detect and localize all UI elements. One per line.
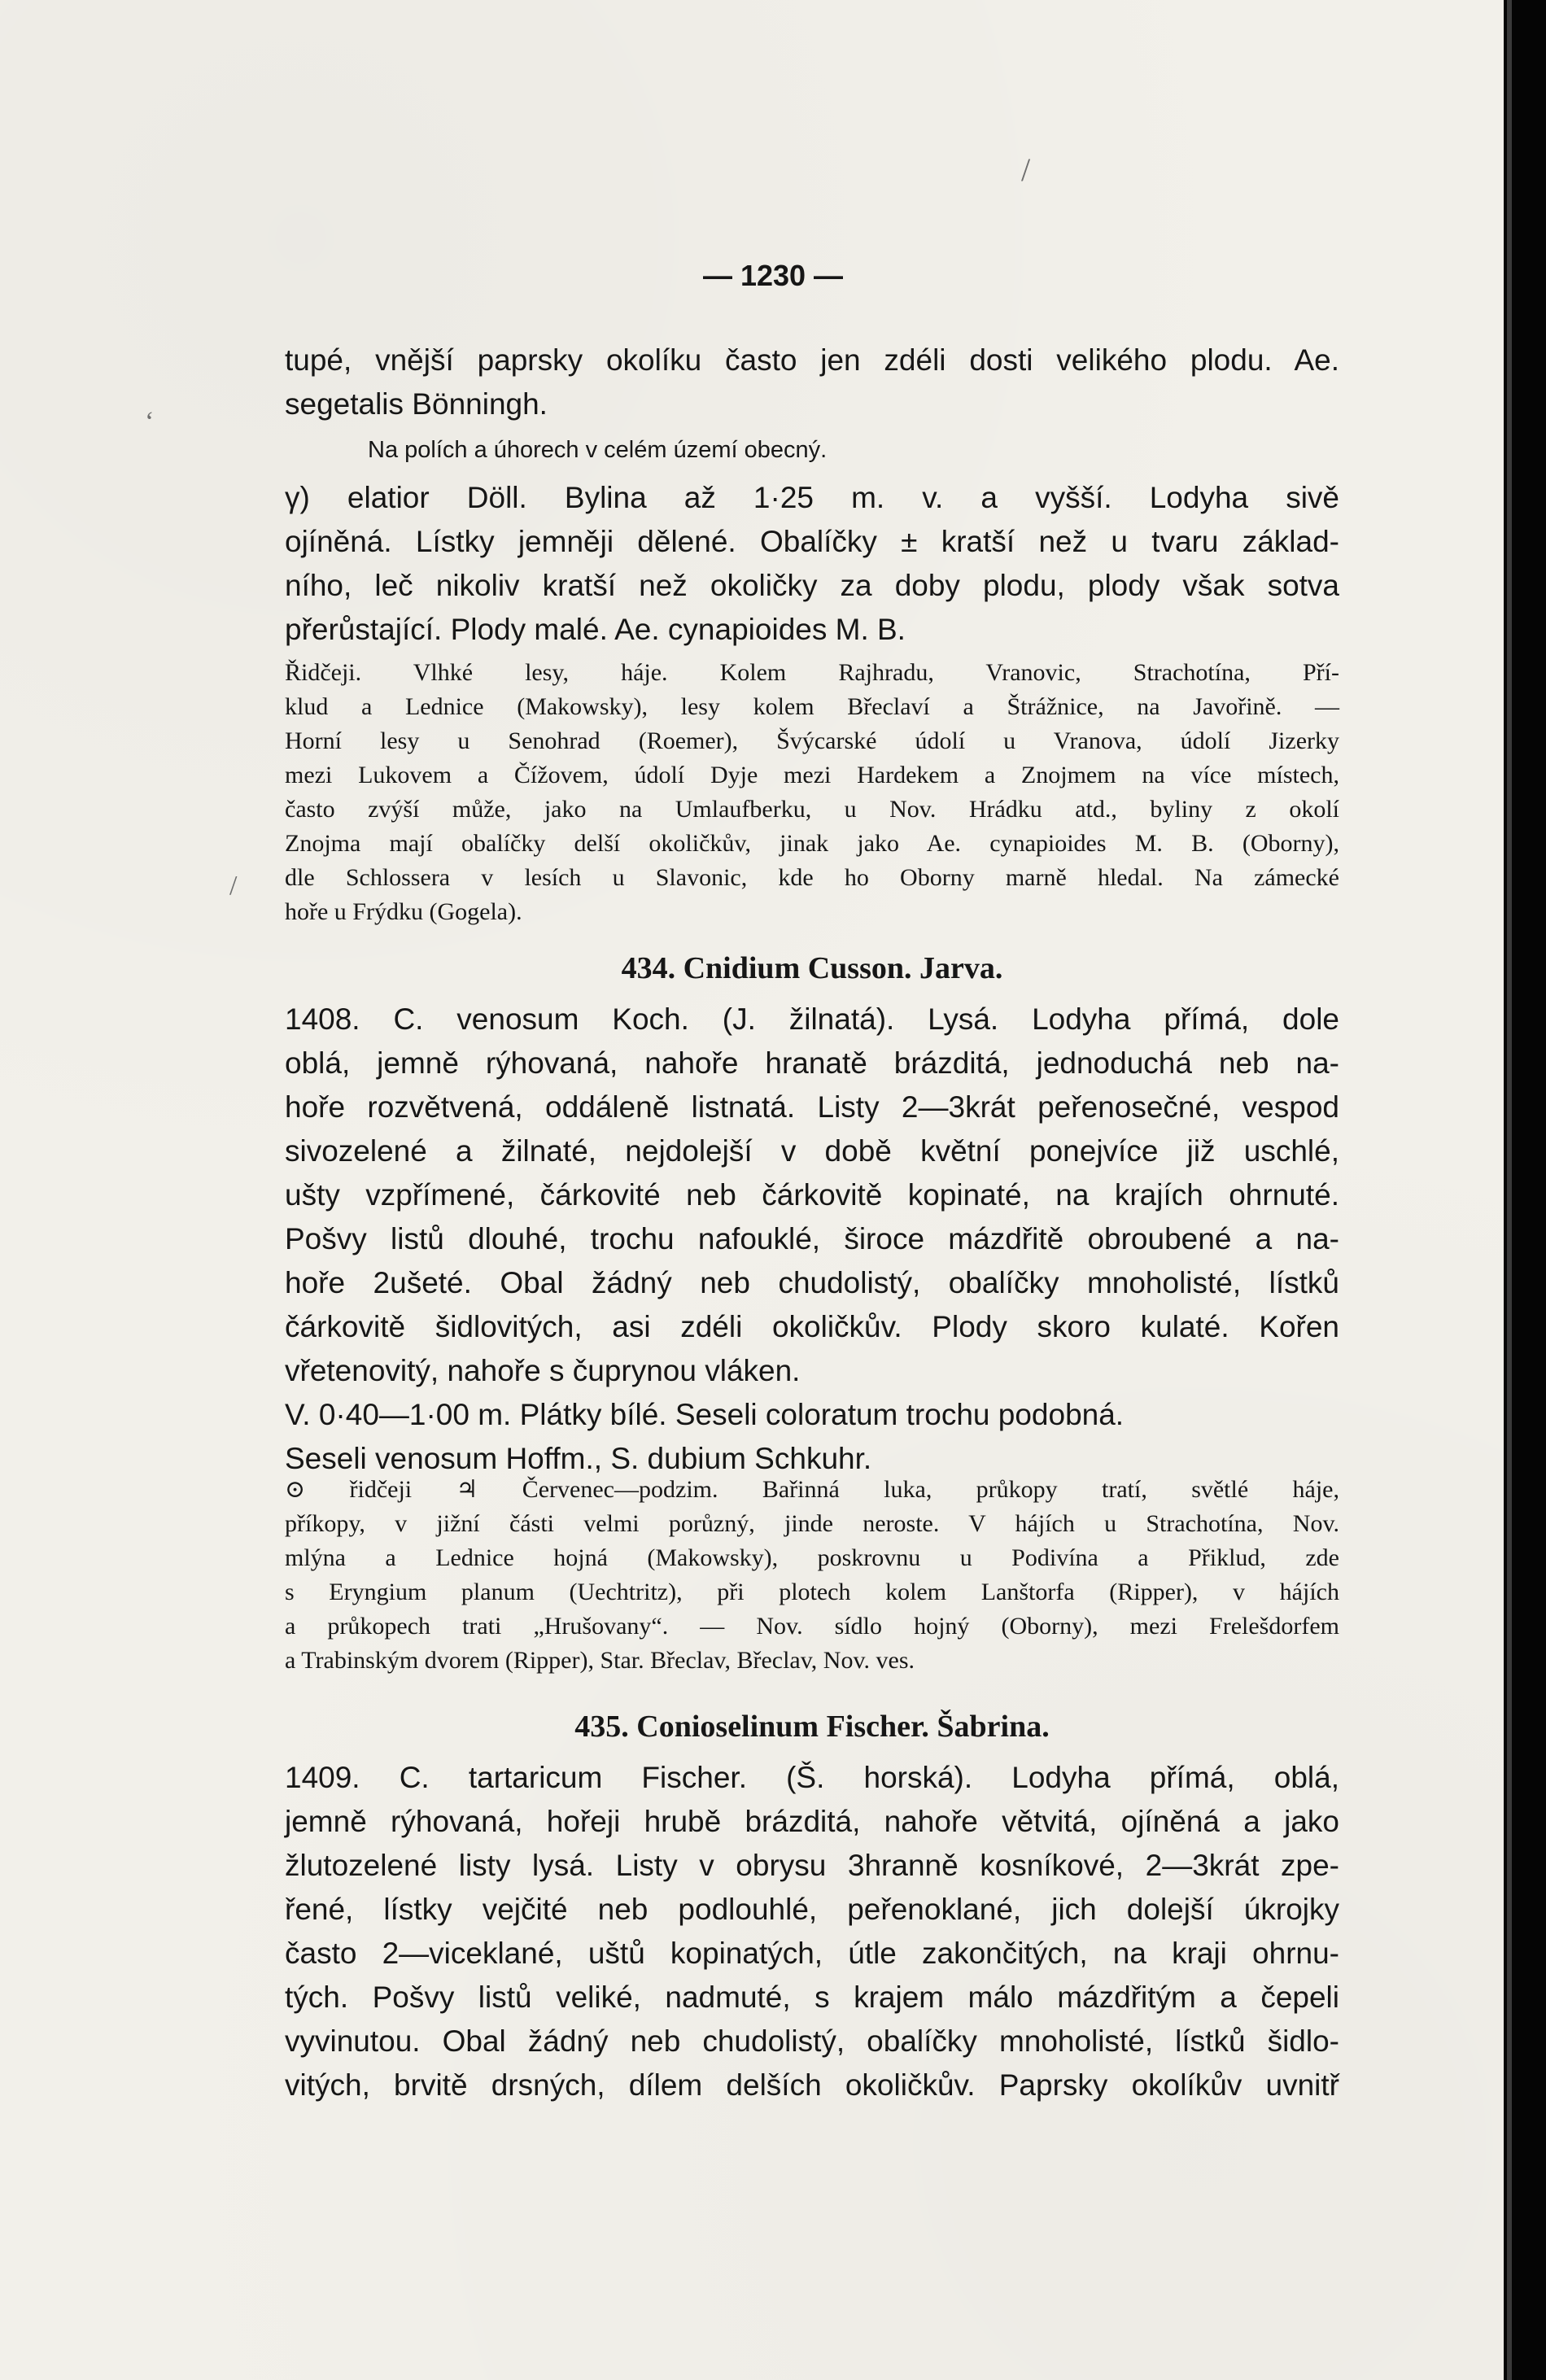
text-line: vřetenovitý, nahoře s čuprynou vláken. <box>285 1354 801 1387</box>
text-line: jemně rýhovaná, hořeji hrubě brázditá, nahoře větvitá, ojíněná a jako <box>285 1805 1339 1838</box>
elatior-localities <box>285 656 1339 929</box>
text-line: hoře u Frýdku (Gogela). <box>285 898 522 925</box>
intro-paragraph <box>285 338 1339 426</box>
text-line: tupé, vnější paprsky okolíku často jen zdéli dosti velikého plodu. Ae. <box>285 343 1339 377</box>
text-line: často zvýší může, jako na Umlaufberku, u Nov. Hrádku atd., byliny z okolí <box>285 796 1339 823</box>
scan-mark: / <box>1021 151 1031 188</box>
text-line: vyvinutou. Obal žádný neb chudolistý, obalíčky mnoholisté, lístků šidlo- <box>285 2024 1339 2058</box>
text-line: s Eryngium planum (Uechtritz), při plotech kolem Lanštorfa (Ripper), v hájích <box>285 1579 1339 1605</box>
text-line: a Trabinským dvorem (Ripper), Star. Břeclav, Břeclav, Nov. ves. <box>285 1647 915 1674</box>
species-1408 <box>285 998 1339 1481</box>
genus-heading-434: 434. Cnidium Cusson. Jarva. <box>621 951 1003 985</box>
text-line: V. 0·40—1·00 m. Plátky bílé. Seseli coloratum trochu podobná. <box>285 1398 1125 1431</box>
text-line: γ) elatior Döll. Bylina až 1·25 m. v. a vyšší. Lodyha sivě <box>285 481 1339 514</box>
page-number: — 1230 — <box>702 259 844 292</box>
text-line: často 2—viceklané, uštů kopinatých, útle zakončitých, na kraji ohrnu- <box>285 1937 1339 1970</box>
text-line: ního, leč nikoliv kratší než okoličky za doby plodu, plody však sotva <box>285 569 1339 602</box>
text-line: oblá, jemně rýhovaná, nahoře hranatě brázditá, jednoduchá neb na- <box>285 1046 1339 1080</box>
genus-heading-435: 435. Conioselinum Fischer. Šabrina. <box>574 1710 1050 1744</box>
text-line: přerůstající. Plody malé. Ae. cynapioides M. B. <box>285 613 906 646</box>
scan-border-line <box>1507 0 1512 2380</box>
text-line: ušty vzpřímené, čárkovité neb čárkovitě kopinaté, na krajích ohrnuté. <box>285 1178 1339 1212</box>
text-line: ⊙ řidčeji ♃ Červenec—podzim. Bařinná luka, průkopy tratí, světlé háje, <box>285 1476 1339 1503</box>
text-line: Znojma mají obalíčky delší okoličkův, jinak jako Ae. cynapioides M. B. (Oborny), <box>285 830 1339 857</box>
text-line: vitých, brvitě drsných, dílem delších okoličkův. Paprsky okolíkův uvnitř <box>285 2068 1339 2102</box>
text-line: příkopy, v jižní části velmi porůzný, jinde neroste. V hájích u Strachotína, Nov. <box>285 1510 1339 1537</box>
text-line: hoře 2ušeté. Obal žádný neb chudolistý, obalíčky mnoholisté, lístků <box>285 1266 1339 1299</box>
text-line: sivozelené a žilnaté, nejdolejší v době květní ponejvíce již uschlé, <box>285 1134 1339 1168</box>
text-line: 1409. C. tartaricum Fischer. (Š. horská). Lodyha přímá, oblá, <box>285 1761 1339 1794</box>
text-line: ojíněná. Lístky jemněji dělené. Obalíčky ± kratší než u tvaru základ- <box>285 525 1339 558</box>
distribution-note: Na polích a úhorech v celém území obecný. <box>368 437 828 463</box>
text-line: klud a Lednice (Makowsky), lesy kolem Břeclaví a Štrážnice, na Javořině. — <box>285 693 1339 720</box>
text-line: řené, lístky vejčité neb podlouhlé, peřenoklané, jich dolejší úkrojky <box>285 1893 1339 1926</box>
text-line: čárkovitě šidlovitých, asi zdéli okoličkův. Plody skoro kulaté. Kořen <box>285 1310 1339 1343</box>
text-line: mlýna a Lednice hojná (Makowsky), poskrovnu u Podivína a Přiklud, zde <box>285 1544 1339 1571</box>
text-line: žlutozelené listy lysá. Listy v obrysu 3hranně kosníkové, 2—3krát zpe- <box>285 1849 1339 1882</box>
text-line: tých. Pošvy listů veliké, nadmuté, s krajem málo mázdřitým a čepeli <box>285 1980 1339 2014</box>
text-line: dle Schlossera v lesích u Slavonic, kde ho Oborny marně hledal. Na zámecké <box>285 864 1339 891</box>
species-1408-localities <box>285 1473 1339 1678</box>
text-line: Pošvy listů dlouhé, trochu nafouklé, široce mázdřitě obroubené a na- <box>285 1222 1339 1256</box>
scan-mark: / <box>229 871 238 901</box>
scan-mark: ‘ <box>145 407 155 437</box>
text-line: Seseli venosum Hoffm., S. dubium Schkuhr. <box>285 1442 872 1475</box>
text-line: a průkopech trati „Hrušovany“. — Nov. sídlo hojný (Oborny), mezi Frelešdorfem <box>285 1613 1339 1640</box>
text-line: 1408. C. venosum Koch. (J. žilnatá). Lysá. Lodyha přímá, dole <box>285 1002 1339 1036</box>
variety-elatior <box>285 476 1339 652</box>
text-line: Řidčeji. Vlhké lesy, háje. Kolem Rajhradu, Vranovic, Strachotína, Pří- <box>285 659 1339 686</box>
species-1409 <box>285 1756 1339 2107</box>
text-line: Horní lesy u Senohrad (Roemer), Švýcarské údolí u Vranova, údolí Jizerky <box>285 727 1339 754</box>
text-line: hoře rozvětvená, oddáleně listnatá. Listy 2—3krát peřenosečné, vespod <box>285 1090 1339 1124</box>
text-line: segetalis Bönningh. <box>285 387 548 421</box>
text-line: mezi Lukovem a Čížovem, údolí Dyje mezi Hardekem a Znojmem na více místech, <box>285 762 1339 788</box>
